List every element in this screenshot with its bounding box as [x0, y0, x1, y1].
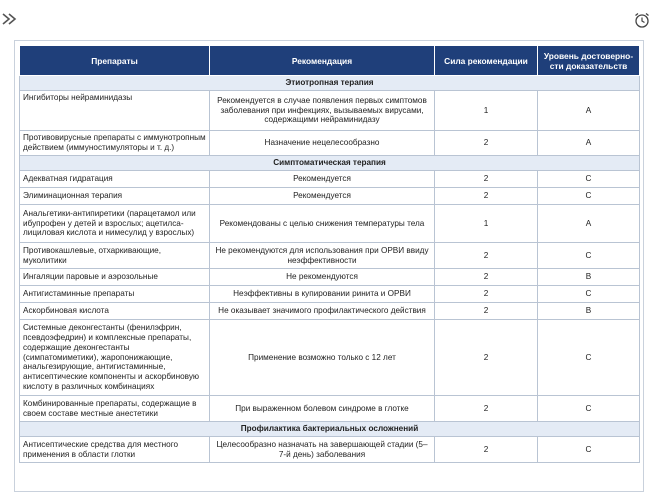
recommendations-table [19, 45, 640, 463]
cell-drug: Противокашлевые, отхаркивающие, муколитики [20, 243, 210, 269]
cell-strength: 2 [435, 243, 538, 269]
cell-drug: Элиминационная терапия [20, 188, 210, 205]
cell-recommendation: Целесообразно назначать на завершающей стадии (5–7-й день) заболевания [210, 437, 435, 463]
cell-recommendation: Не рекомендуются [210, 269, 435, 286]
cell-recommendation: Рекомендуется в случае появления первых симптомов заболевания при инфекциях, вызываемых вирусами, содержащими нейраминидазу [210, 91, 435, 131]
cell-drug: Антигистаминные препараты [20, 286, 210, 303]
cell-drug: Анальгетики-антипиретики (парацетамол или ибупрофен у детей и взрослых; ацетилсалициловая кислота и нимесулид у взрослых) [20, 205, 210, 243]
cell-drug: Антисептические средства для местного применения в области глотки [20, 437, 210, 463]
table-row [20, 131, 640, 156]
table-row [20, 303, 640, 320]
table-row [20, 320, 640, 396]
table-row [20, 286, 640, 303]
header-strength: Сила рекомендации [435, 46, 538, 76]
table-row [20, 188, 640, 205]
cell-recommendation: Неэффективны в купировании ринита и ОРВИ [210, 286, 435, 303]
cell-recommendation: Применение возможно только с 12 лет [210, 320, 435, 396]
header-drugs: Препараты [20, 46, 210, 76]
cell-strength: 1 [435, 91, 538, 131]
cell-recommendation: Не оказывает значимого профилактического действия [210, 303, 435, 320]
cell-strength: 2 [435, 171, 538, 188]
table-row [20, 243, 640, 269]
table-row [20, 437, 640, 463]
alarm-clock-icon[interactable] [633, 11, 651, 29]
cell-recommendation: Рекомендуется [210, 188, 435, 205]
section-title: Симптоматическая терапия [20, 156, 640, 171]
cell-evidence: C [538, 188, 640, 205]
cell-evidence: C [538, 171, 640, 188]
table-header-row [20, 46, 640, 76]
cell-strength: 1 [435, 205, 538, 243]
cell-strength: 2 [435, 286, 538, 303]
table-row [20, 269, 640, 286]
table-row [20, 205, 640, 243]
cell-evidence: A [538, 91, 640, 131]
cell-strength: 2 [435, 269, 538, 286]
cell-drug: Ингаляции паровые и аэрозольные [20, 269, 210, 286]
cell-evidence: C [538, 437, 640, 463]
top-toolbar [0, 0, 658, 40]
cell-recommendation: Не рекомендуются для использования при ОРВИ ввиду неэффективности [210, 243, 435, 269]
cell-evidence: C [538, 243, 640, 269]
table-row [20, 91, 640, 131]
cell-evidence: B [538, 269, 640, 286]
expand-right-icon[interactable] [2, 12, 18, 26]
section-row [20, 76, 640, 91]
cell-strength: 2 [435, 320, 538, 396]
cell-drug: Аскорбиновая кислота [20, 303, 210, 320]
cell-drug: Ингибиторы нейраминидазы [20, 91, 210, 131]
cell-recommendation: Назначение нецелесообразно [210, 131, 435, 156]
section-row [20, 156, 640, 171]
cell-recommendation: Рекомендованы с целью снижения температуры тела [210, 205, 435, 243]
header-evidence: Уровень достоверности доказательств [538, 46, 640, 76]
cell-strength: 2 [435, 396, 538, 422]
cell-strength: 2 [435, 131, 538, 156]
cell-evidence: C [538, 320, 640, 396]
cell-drug: Комбинированные препараты, содержащие в своем составе местные анестетики [20, 396, 210, 422]
cell-strength: 2 [435, 188, 538, 205]
cell-drug: Адекватная гидратация [20, 171, 210, 188]
cell-evidence: C [538, 396, 640, 422]
section-row [20, 422, 640, 437]
cell-evidence: A [538, 205, 640, 243]
cell-drug: Системные деконгестанты (фенилэфрин, псевдоэфедрин) и комплексные препараты, содержащие деконгестанты (симпатомиметики), жаропонижающие, анальгезирующие, антигистаминные, антисептические компоненты и аскорбиновую кислоту в различных комбинациях [20, 320, 210, 396]
table-row [20, 396, 640, 422]
cell-evidence: B [538, 303, 640, 320]
cell-strength: 2 [435, 437, 538, 463]
section-title: Профилактика бактериальных осложнений [20, 422, 640, 437]
cell-evidence: C [538, 286, 640, 303]
header-recommendation: Рекомендация [210, 46, 435, 76]
cell-drug: Противовирусные препараты с иммунотропным действием (иммуностимуляторы и т. д.) [20, 131, 210, 156]
table-row [20, 171, 640, 188]
cell-evidence: A [538, 131, 640, 156]
cell-recommendation: Рекомендуется [210, 171, 435, 188]
section-title: Этиотропная терапия [20, 76, 640, 91]
cell-strength: 2 [435, 303, 538, 320]
cell-recommendation: При выраженном болевом синдроме в глотке [210, 396, 435, 422]
